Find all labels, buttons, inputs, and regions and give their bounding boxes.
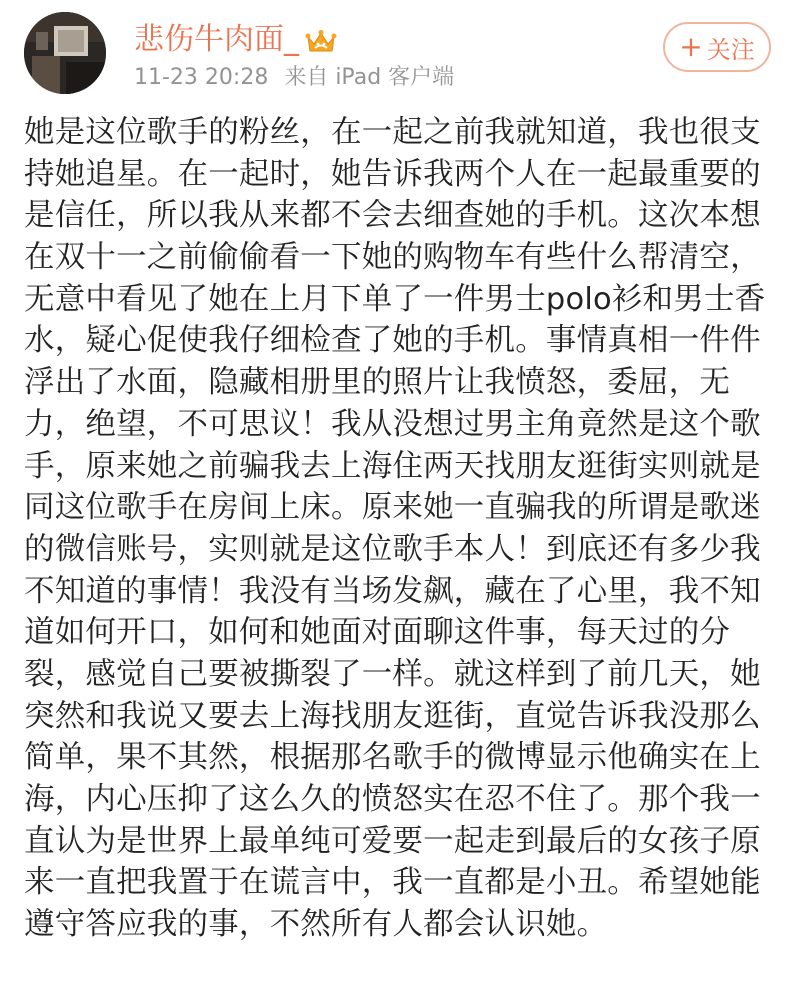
avatar[interactable]	[24, 12, 106, 94]
post-line: 是信任，所以我从来都不会去细查她的手机。这次本想	[24, 198, 761, 234]
crown-icon	[305, 28, 337, 54]
follow-label: 关注	[706, 35, 755, 64]
post-line: 突然和我说又要去上海找朋友逛街，直觉告诉我没那么	[24, 698, 761, 734]
post-line: 浮出了水面，隐藏相册里的照片让我愤怒，委屈，无	[24, 365, 731, 401]
post-line: 遵守答应我的事，不然所有人都会认识她。	[24, 907, 608, 943]
post-line: 裂，感觉自己要被撕裂了一样。就这样到了前几天，她	[24, 656, 761, 692]
follow-button[interactable]	[663, 22, 771, 72]
post-line: 无意中看见了她在上月下单了一件男士polo衫和男士香	[24, 281, 766, 317]
post-time: 11-23 20:28	[134, 65, 269, 90]
post-line: 的微信账号，实则就是这位歌手本人！到底还有多少我	[24, 531, 761, 567]
post-line: 不知道的事情！我没有当场发飙，藏在了心里，我不知	[24, 573, 761, 609]
post-meta	[134, 64, 454, 92]
plus-icon: +	[679, 30, 703, 63]
post-line: 来一直把我置于在谎言中，我一直都是小丑。希望她能	[24, 865, 761, 901]
post-line: 在双十一之前偷偷看一下她的购物车有些什么帮清空，	[24, 240, 761, 276]
username[interactable]	[134, 22, 337, 58]
post-line: 她是这位歌手的粉丝，在一起之前我就知道，我也很支	[24, 115, 761, 150]
username-text[interactable]: 悲伤牛肉面_	[134, 22, 299, 57]
post-line: 同这位歌手在房间上床。原来她一直骗我的所谓是歌迷	[24, 490, 761, 526]
post-line: 道如何开口，如何和她面对面聊这件事，每天过的分	[24, 615, 731, 651]
post-line: 简单，果不其然，根据那名歌手的微博显示他确实在上	[24, 740, 761, 776]
post-line: 海，内心压抑了这么久的愤怒实在忍不住了。那个我一	[24, 782, 761, 817]
post-source: 来自 iPad 客户端	[284, 65, 455, 90]
post-line: 水，疑心促使我仔细检查了她的手机。事情真相一件件	[24, 323, 761, 359]
post-body	[24, 112, 776, 946]
post-line: 力，绝望，不可思议！我从没想过男主角竟然是这个歌	[24, 406, 761, 442]
post-line: 手，原来她之前骗我去上海住两天找朋友逛街实则就是	[24, 448, 761, 484]
post-header	[0, 0, 800, 100]
post-line: 直认为是世界上最单纯可爱要一起走到最后的女孩子原	[24, 823, 761, 859]
post-line: 持她追星。在一起时，她告诉我两个人在一起最重要的	[24, 156, 761, 192]
